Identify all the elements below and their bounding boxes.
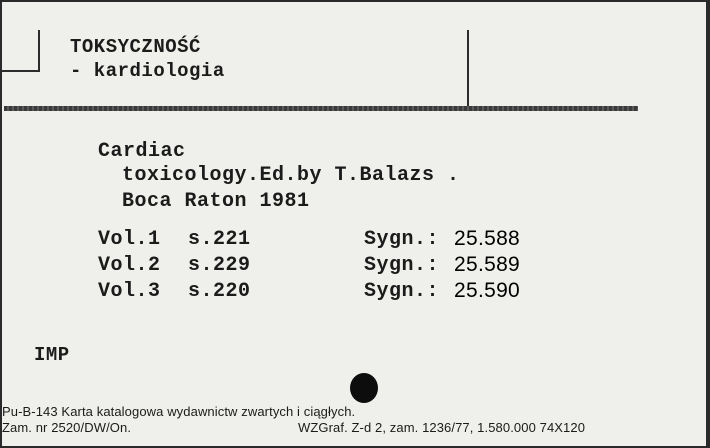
- volume-label: Vol.1: [98, 228, 161, 251]
- catalog-card: [2, 2, 706, 446]
- header-left-underline: [2, 70, 40, 72]
- imp-mark: IMP: [34, 344, 70, 366]
- volume-pages: s.220: [188, 280, 251, 303]
- header-right-divider: [467, 30, 469, 106]
- volume-sygn-number: 25.588: [454, 227, 521, 250]
- volume-sygn-label: Sygn.:: [364, 280, 440, 303]
- punch-hole: [350, 373, 378, 403]
- volume-label: Vol.3: [98, 280, 161, 303]
- volume-sygn-label: Sygn.:: [364, 228, 440, 251]
- header-separator: [4, 106, 638, 111]
- entry-title-line2: toxicology.Ed.by T.Balazs .: [122, 164, 460, 187]
- volume-label: Vol.2: [98, 254, 161, 277]
- footer-line-2-left: Zam. nr 2520/DW/On.: [2, 420, 132, 435]
- volume-pages: s.229: [188, 254, 251, 277]
- header-left-bracket: [38, 30, 40, 72]
- entry-imprint: Boca Raton 1981: [122, 190, 310, 213]
- volume-sygn-label: Sygn.:: [364, 254, 440, 277]
- subject-subheading: - kardiologia: [70, 60, 225, 82]
- volume-sygn-number: 25.590: [454, 279, 521, 302]
- subject-heading: TOKSYCZNOŚĆ: [70, 36, 201, 58]
- entry-title-line1: Cardiac: [98, 140, 186, 163]
- footer-line-1: Pu-B-143 Karta katalogowa wydawnictw zwartych i ciągłych.: [2, 404, 356, 419]
- volume-pages: s.221: [188, 228, 251, 251]
- footer-line-2-right: WZGraf. Z-d 2, zam. 1236/77, 1.580.000 74X120: [298, 420, 586, 435]
- volume-sygn-number: 25.589: [454, 253, 521, 276]
